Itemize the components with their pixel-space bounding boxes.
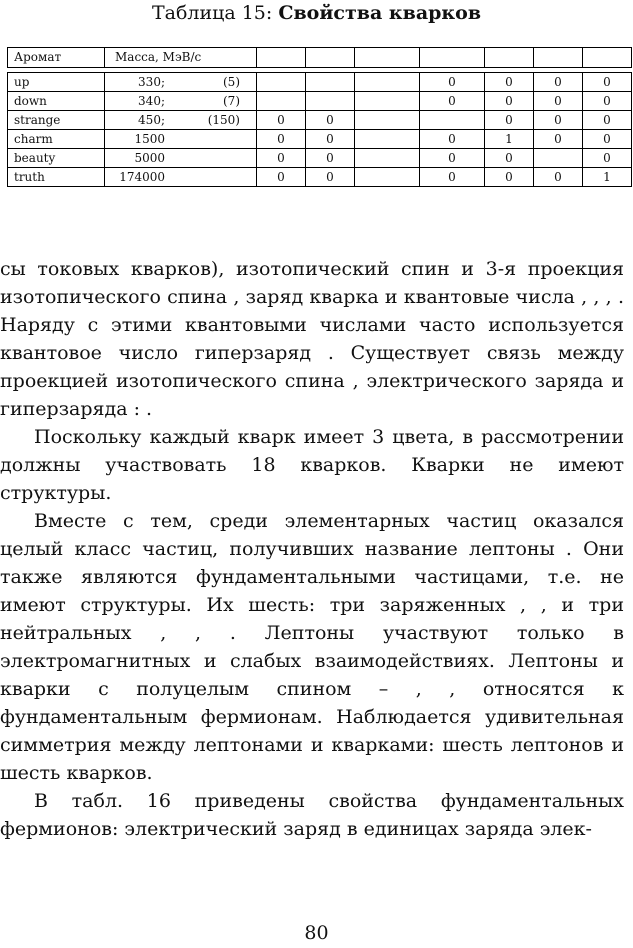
value-cell: 0 — [257, 149, 306, 168]
value-cell: 0 — [583, 92, 632, 111]
table-row — [8, 130, 632, 149]
mass-cell — [105, 168, 257, 187]
value-cell — [306, 92, 355, 111]
value-cell — [420, 111, 485, 130]
value-cell: 0 — [485, 73, 534, 92]
value-cell: 0 — [534, 92, 583, 111]
value-cell: 0 — [420, 92, 485, 111]
page-number: 80 — [304, 922, 329, 944]
value-cell: 1 — [485, 130, 534, 149]
header-mass: Масса, МэВ/с — [105, 48, 257, 68]
value-cell — [355, 168, 420, 187]
mass-cell — [105, 92, 257, 111]
mass-value: 450; — [138, 112, 165, 127]
flavor-cell: beauty — [8, 149, 105, 168]
mass-value: 330; — [138, 74, 165, 89]
value-cell — [355, 149, 420, 168]
mass-error — [200, 150, 240, 167]
table-row — [8, 168, 632, 187]
value-cell: 0 — [534, 130, 583, 149]
mass-error: (5) — [223, 74, 240, 89]
value-cell — [257, 73, 306, 92]
table-caption — [0, 2, 633, 24]
paragraph-1: сы токовых кварков), изотопический спин и 3-я проекция изотопического спина , заряд кварка и квантовые числа , , , . Наряду с этими квантовыми числами часто используется квантовое число гиперзаряд . Существует связь между проекцией изотопического спина , электрического заряда и гиперзаряда : . — [0, 258, 624, 420]
header-col-3 — [257, 48, 306, 68]
header-col-7 — [485, 48, 534, 68]
value-cell — [534, 149, 583, 168]
header-col-6 — [420, 48, 485, 68]
quark-properties-table — [7, 47, 632, 187]
value-cell: 0 — [534, 73, 583, 92]
table-row — [8, 111, 632, 130]
mass-value: 5000 — [134, 150, 165, 165]
table-row — [8, 92, 632, 111]
paragraph-3: Вместе с тем, среди элементарных частиц оказался целый класс частиц, получивших название лептоны . Они также являются фундаментальными частицами, т.е. не имеют структуры. Их шесть: три заряженных , , и три нейтральных , , . Лептоны участвуют только в электромагнитных и слабых взаимодействиях. Лептоны и кварки с полуцелым спином – , , относятся к фундаментальным фермионам. Наблюдается удивительная симметрия между лептонами и кварками: шесть лептонов и шесть кварков. — [0, 510, 624, 784]
value-cell: 0 — [420, 149, 485, 168]
value-cell: 0 — [420, 168, 485, 187]
value-cell: 0 — [257, 111, 306, 130]
value-cell: 0 — [534, 168, 583, 187]
flavor-cell: strange — [8, 111, 105, 130]
value-cell: 0 — [306, 130, 355, 149]
mass-value: 174000 — [119, 169, 165, 184]
caption-title: Свойства кварков — [278, 2, 482, 24]
value-cell: 0 — [420, 73, 485, 92]
value-cell: 0 — [485, 168, 534, 187]
mass-error: (150) — [207, 112, 240, 127]
caption-prefix: Таблица 15: — [151, 2, 273, 24]
mass-error — [200, 169, 240, 186]
value-cell: 0 — [257, 130, 306, 149]
value-cell: 0 — [534, 111, 583, 130]
flavor-cell: charm — [8, 130, 105, 149]
value-cell — [355, 92, 420, 111]
mass-cell — [105, 73, 257, 92]
header-flavor: Аромат — [8, 48, 105, 68]
mass-cell — [105, 111, 257, 130]
mass-value: 1500 — [134, 131, 165, 146]
value-cell: 1 — [583, 168, 632, 187]
body-text — [0, 255, 624, 843]
value-cell: 0 — [306, 149, 355, 168]
mass-cell — [105, 149, 257, 168]
table-header-row — [8, 48, 632, 68]
mass-value: 340; — [138, 93, 165, 108]
value-cell: 0 — [485, 92, 534, 111]
paragraph-2: Поскольку каждый кварк имеет 3 цвета, в рассмотрении должны участвовать 18 кварков. Кварки не имеют структуры. — [0, 426, 624, 504]
value-cell: 0 — [420, 130, 485, 149]
value-cell: 0 — [306, 168, 355, 187]
header-col-9 — [583, 48, 632, 68]
mass-cell — [105, 130, 257, 149]
header-col-5 — [355, 48, 420, 68]
table-row — [8, 73, 632, 92]
value-cell: 0 — [485, 149, 534, 168]
value-cell — [355, 73, 420, 92]
value-cell — [355, 111, 420, 130]
value-cell: 0 — [257, 168, 306, 187]
value-cell — [355, 130, 420, 149]
value-cell: 0 — [583, 130, 632, 149]
paragraph-4: В табл. 16 приведены свойства фундаментальных фермионов: электрический заряд в единицах заряда элек- — [0, 790, 624, 840]
flavor-cell: truth — [8, 168, 105, 187]
header-col-4 — [306, 48, 355, 68]
value-cell: 0 — [306, 111, 355, 130]
header-col-8 — [534, 48, 583, 68]
mass-error — [200, 131, 240, 148]
value-cell — [306, 73, 355, 92]
mass-error: (7) — [223, 93, 240, 108]
value-cell: 0 — [583, 111, 632, 130]
value-cell — [257, 92, 306, 111]
value-cell: 0 — [583, 73, 632, 92]
value-cell: 0 — [485, 111, 534, 130]
table-row — [8, 149, 632, 168]
flavor-cell: down — [8, 92, 105, 111]
value-cell: 0 — [583, 149, 632, 168]
flavor-cell: up — [8, 73, 105, 92]
